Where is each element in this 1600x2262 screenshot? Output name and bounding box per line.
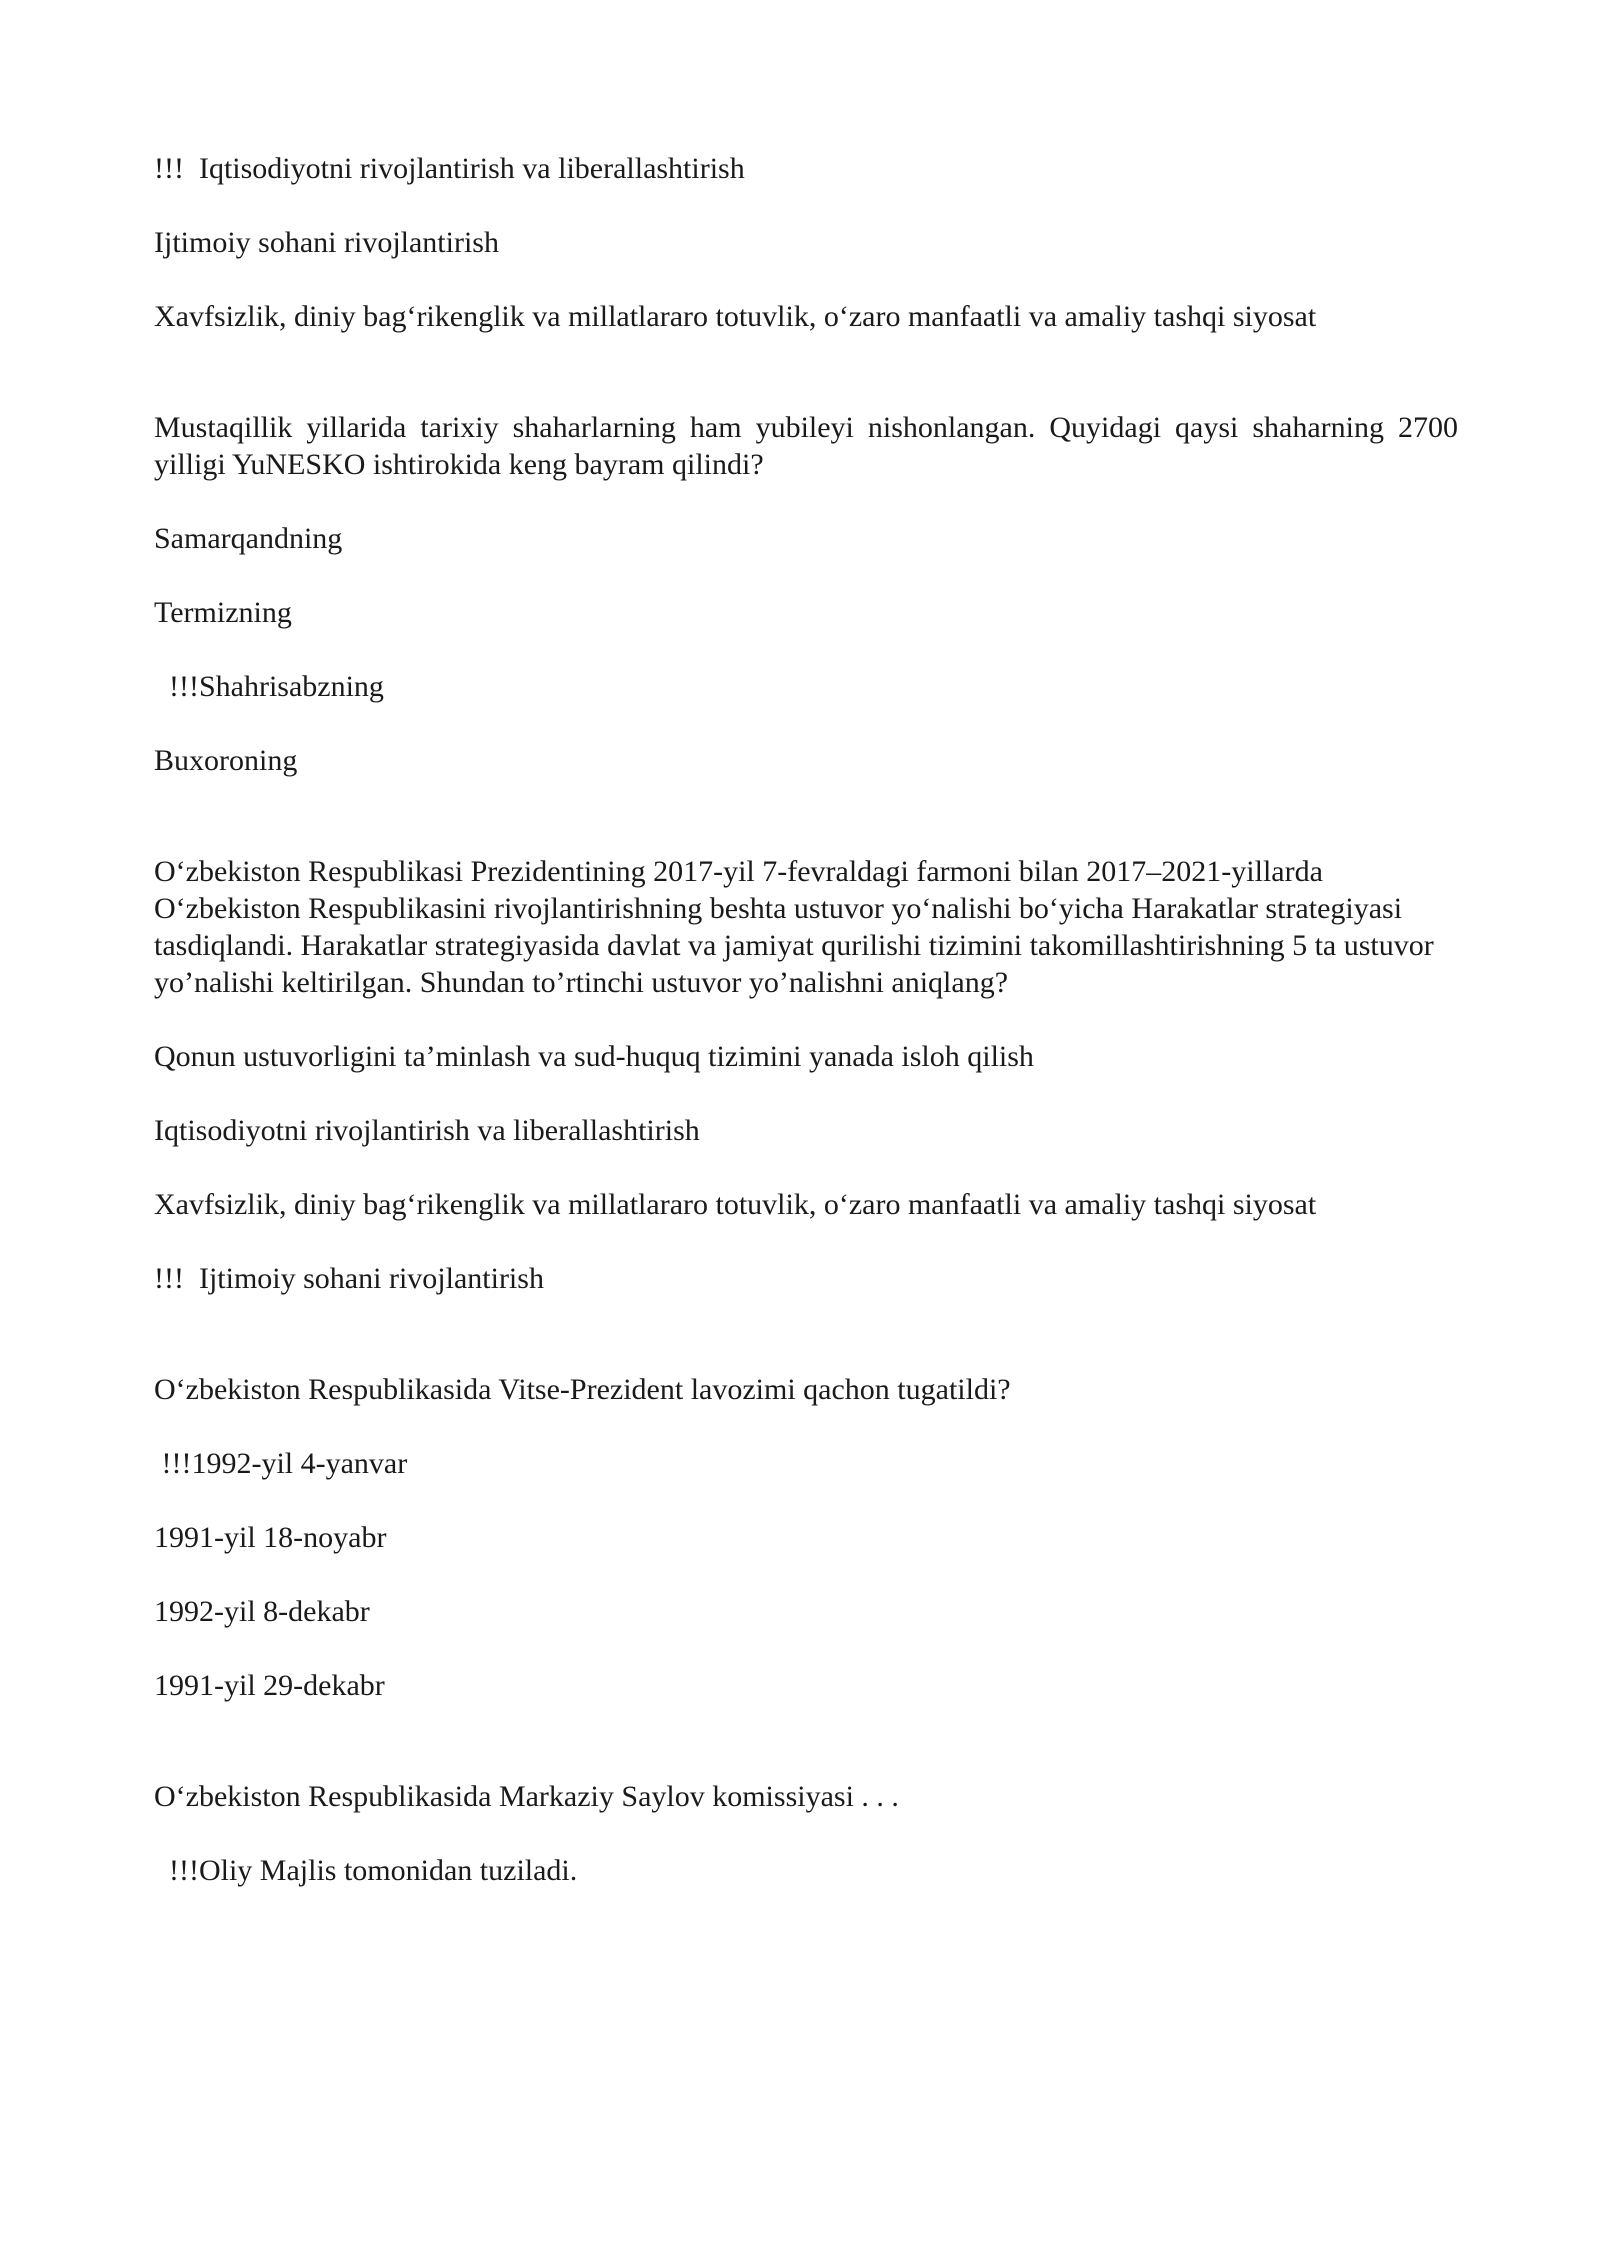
question-block-3 <box>154 1371 1458 1704</box>
answer-block-1 <box>154 150 1458 335</box>
answer-option: Termizning <box>154 596 292 629</box>
answer-option: !!!1992-yil 4-yanvar <box>154 1447 408 1480</box>
question-block-2 <box>154 853 1458 1297</box>
question-block-4 <box>154 1778 1458 1889</box>
answer-option: Iqtisodiyotni rivojlantirish va liberallashtirish <box>154 1114 700 1147</box>
question-text: Mustaqillik yillarida tarixiy shaharlarning ham yubileyi nishonlangan. Quyidagi qaysi shaharning 2700 yilligi YuNESKO ishtirokida keng bayram qilindi? <box>154 411 1458 481</box>
question-text: O‘zbekiston Respublikasi Prezidentining 2017-yil 7-fevraldagi farmoni bilan 2017–2021-yillarda O‘zbekiston Respublikasini rivojlantirishning beshta ustuvor yo‘nalishi bo‘yicha Harakatlar strategiyasi tasdiqlandi. Harakatlar strategiyasida davlat va jamiyat qurilishi tizimini takomillashtirishning 5 ta ustuvor yo’nalishi keltirilgan. Shundan to’rtinchi ustuvor yo’nalishni aniqlang? <box>154 855 1434 999</box>
answer-option: Xavfsizlik, diniy bag‘rikenglik va millatlararo totuvlik, o‘zaro manfaatli va amaliy tashqi siyosat <box>154 300 1317 333</box>
document-page <box>154 150 1458 1926</box>
question-text: O‘zbekiston Respublikasida Markaziy Saylov komissiyasi . . . <box>154 1780 899 1813</box>
spacer <box>154 816 1458 853</box>
spacer <box>154 1334 1458 1371</box>
answer-option: !!! Ijtimoiy sohani rivojlantirish <box>154 1262 544 1295</box>
question-block-1 <box>154 409 1458 779</box>
answer-option: 1992-yil 8-dekabr <box>154 1595 370 1628</box>
answer-option: !!!Oliy Majlis tomonidan tuziladi. <box>154 1854 578 1887</box>
answer-option: Qonun ustuvorligini ta’minlash va sud-huquq tizimini yanada isloh qilish <box>154 1040 1034 1073</box>
answer-option: Ijtimoiy sohani rivojlantirish <box>154 226 499 259</box>
answer-option: 1991-yil 18-noyabr <box>154 1521 387 1554</box>
spacer <box>154 372 1458 409</box>
answer-option: !!!Shahrisabzning <box>154 670 384 703</box>
answer-option: Xavfsizlik, diniy bag‘rikenglik va millatlararo totuvlik, o‘zaro manfaatli va amaliy tashqi siyosat <box>154 1188 1317 1221</box>
answer-option: Buxoroning <box>154 744 298 777</box>
answer-option: Samarqandning <box>154 522 343 555</box>
question-text: O‘zbekiston Respublikasida Vitse-Prezident lavozimi qachon tugatildi? <box>154 1373 1011 1406</box>
answer-option: 1991-yil 29-dekabr <box>154 1669 385 1702</box>
answer-option: !!! Iqtisodiyotni rivojlantirish va liberallashtirish <box>154 152 745 185</box>
spacer <box>154 1741 1458 1778</box>
